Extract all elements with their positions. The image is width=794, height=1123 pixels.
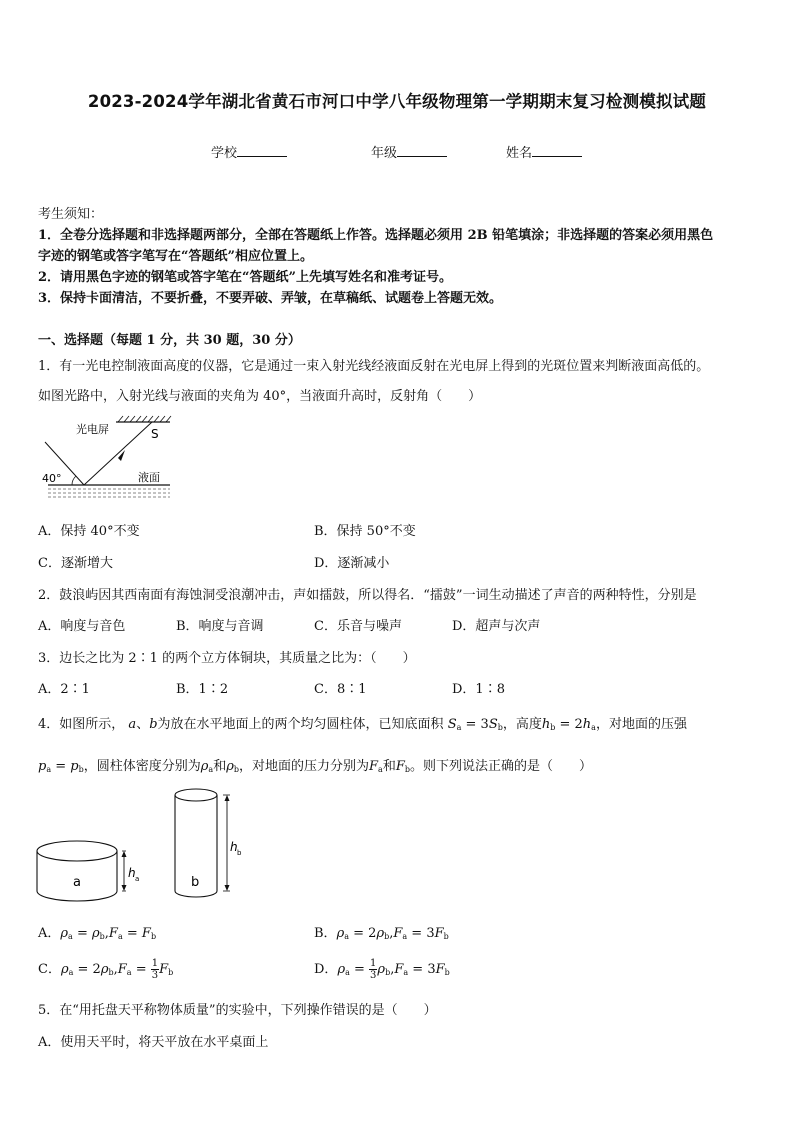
notice-heading: 考生须知： [38, 207, 104, 222]
school-label: 学校 [211, 146, 238, 161]
q5-stem: 5．在“用托盘天平称物体质量”的实验中，下列操作错误的是（ ） [38, 1003, 437, 1018]
q3-option-b[interactable]: B．1∶2 [176, 682, 229, 697]
q1-option-a[interactable]: A．保持 40°不变 [38, 524, 140, 539]
q1-stem-line1: 1．有一光电控制液面高度的仪器，它是通过一束入射光线经液面反射在光电屏上得到的光斑位置来判断液面高低的。 [38, 359, 710, 374]
q4-text: 和 [382, 759, 396, 774]
page-title: 2023-2024学年湖北省黄石市河口中学八年级物理第一学期期末复习检测模拟试题 [87, 92, 707, 111]
name-label: 姓名 [506, 146, 533, 161]
q4-fig-a-label: a [73, 875, 81, 890]
q3-option-a[interactable]: A．2∶1 [38, 682, 90, 697]
q2-option-a[interactable]: A．响度与音色 [38, 619, 126, 634]
q4-rho-a: $\rho_a$ [200, 759, 214, 774]
q4-rho-b: $\rho_b$ [226, 759, 239, 774]
q4-force-b: $F_b$ [395, 759, 410, 774]
q1-option-b[interactable]: B．保持 50°不变 [314, 524, 416, 539]
q4-stem-line1 [38, 713, 687, 732]
q4-area-relation: $S_a = 3S_b$ [447, 717, 503, 732]
svg-text:a: a [135, 875, 140, 883]
notice-item-3: 3．保持卡面清洁，不要折叠，不要弄破、弄皱，在草稿纸、试题卷上答题无效。 [38, 291, 503, 306]
q2-option-c[interactable]: C．乐音与噪声 [314, 619, 402, 634]
q4-fig-ha-label: h [128, 866, 136, 880]
svg-text:b: b [237, 849, 242, 857]
q4-var-b: b [149, 717, 158, 732]
school-blank[interactable] [237, 144, 287, 157]
q4-text: 、 [136, 717, 150, 732]
notice-item-1a: 1．全卷分选择题和非选择题两部分，全部在答题纸上作答。选择题必须用 2B 铅笔填涂；非选择题的答案必须用黑色 [38, 228, 714, 243]
q4-fig-b-label: b [191, 875, 200, 890]
q4-option-b-label: B． [314, 926, 337, 941]
q1-option-d[interactable]: D．逐渐减小 [314, 556, 390, 571]
q4-text: ，高度 [502, 717, 542, 732]
q4-option-c[interactable]: C．$\rho_a = 2\rho_b,F_a$ = $\frac{1}{3}$ $F_b$ [38, 958, 174, 981]
q4-text: ，对地面的压力分别为 [238, 759, 369, 774]
q4-option-a[interactable]: A．$\rho_a = \rho_b,F_a = F_b$ [38, 926, 157, 941]
q4-cylinders-figure [30, 785, 260, 905]
q4-option-a-label: A． [38, 926, 61, 941]
q4-text: 和 [213, 759, 227, 774]
name-field [506, 142, 582, 161]
grade-blank[interactable] [397, 144, 447, 157]
q1-stem-line2: 如图光路中，入射光线与液面的夹角为 40°，当液面升高时，反射角（ ） [38, 389, 482, 404]
q4-option-d[interactable]: D．$\rho_a$ = $\frac{1}{3}$ $\rho_b,F_a = 3F_b$ [314, 958, 450, 981]
q2-option-b[interactable]: B．响度与音调 [176, 619, 264, 634]
q4-pressure-relation: $p_a = p_b$ [38, 759, 84, 774]
school-field [211, 142, 287, 161]
q4-stem-line2 [38, 755, 592, 774]
q4-text: 为放在水平地面上的两个均匀圆柱体，已知底面积 [157, 717, 444, 732]
q1-fig-angle-label: 40° [42, 472, 62, 485]
q4-text: 。则下列说法正确的是（ ） [409, 759, 592, 774]
name-blank[interactable] [532, 144, 582, 157]
notice-item-2: 2．请用黑色字迹的钢笔或答字笔在“答题纸”上先填写姓名和准考证号。 [38, 270, 453, 285]
q1-fig-liquid-label: 液面 [138, 471, 160, 484]
q5-option-a[interactable]: A．使用天平时，将天平放在水平桌面上 [38, 1035, 269, 1050]
q1-fig-s-label: S [151, 427, 159, 441]
grade-label: 年级 [371, 146, 398, 161]
q4-option-d-label: D． [314, 962, 338, 977]
q4-fig-hb-label: h [230, 840, 238, 854]
q4-option-b[interactable]: B．$\rho_a = 2\rho_b,F_a = 3F_b$ [314, 926, 449, 941]
q3-option-d[interactable]: D．1∶8 [452, 682, 505, 697]
q4-text: ，圆柱体密度分别为 [83, 759, 201, 774]
q2-stem: 2．鼓浪屿因其西南面有海蚀洞受浪潮冲击，声如擂鼓，所以得名．“擂鼓”一词生动描述了声音的两种特性，分别是 [38, 588, 697, 603]
q4-var-a: a [128, 717, 137, 732]
q4-force-a: $F_a$ [369, 759, 383, 774]
grade-field [371, 142, 447, 161]
q3-stem: 3．边长之比为 2∶1 的两个立方体铜块，其质量之比为：（ ） [38, 651, 416, 666]
q4-text: ，对地面的压强 [595, 717, 687, 732]
q1-light-path-figure [38, 415, 178, 505]
q1-option-c[interactable]: C．逐渐增大 [38, 556, 113, 571]
q2-option-d[interactable]: D．超声与次声 [452, 619, 541, 634]
q4-height-relation: $h_b = 2h_a$ [541, 717, 596, 732]
q4-option-c-label: C． [38, 962, 61, 977]
section-heading: 一、选择题（每题 1 分，共 30 题，30 分） [38, 333, 301, 348]
q3-option-c[interactable]: C．8∶1 [314, 682, 367, 697]
notice-item-1b: 字迹的钢笔或答字笔写在“答题纸”相应位置上。 [38, 249, 313, 264]
q4-text: 4．如图所示， [38, 717, 125, 732]
q1-fig-screen-label: 光电屏 [76, 423, 109, 436]
